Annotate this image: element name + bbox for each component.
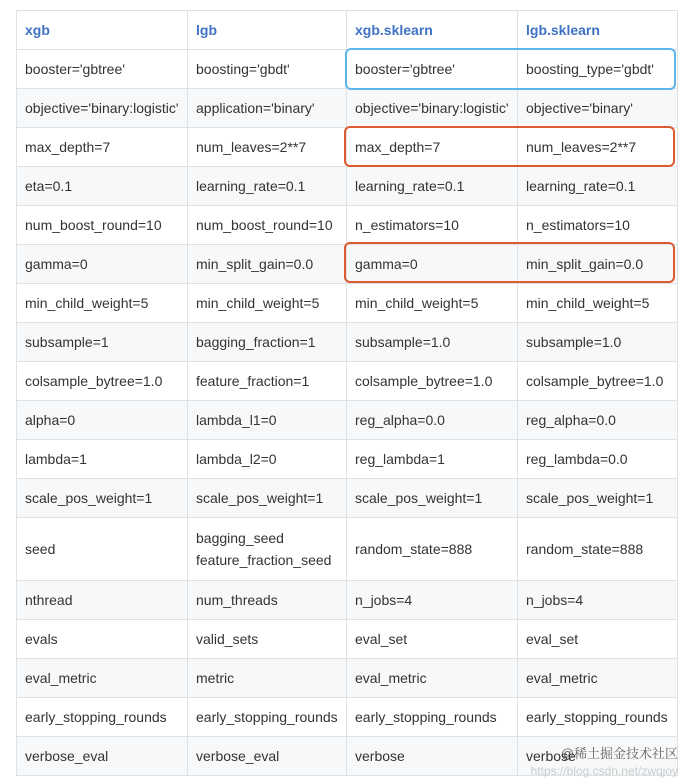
table-row xyxy=(17,659,678,698)
table-cell-xgb-sklearn: subsample=1.0 xyxy=(347,323,518,362)
table-cell-lgb-sklearn: eval_set xyxy=(518,620,678,659)
table-cell-xgb-sklearn: n_estimators=10 xyxy=(347,206,518,245)
table-cell-lgb: early_stopping_rounds xyxy=(188,698,347,737)
header-row xyxy=(17,11,678,50)
table-row xyxy=(17,167,678,206)
table-cell-lgb-sklearn: reg_alpha=0.0 xyxy=(518,401,678,440)
table-cell-lgb-sklearn: scale_pos_weight=1 xyxy=(518,479,678,518)
table-cell-lgb: lambda_l2=0 xyxy=(188,440,347,479)
table-row xyxy=(17,440,678,479)
table-cell-xgb: nthread xyxy=(17,581,188,620)
table-cell-lgb-sklearn: min_child_weight=5 xyxy=(518,284,678,323)
table-body xyxy=(17,50,678,776)
table-cell-xgb-sklearn: verbose xyxy=(347,737,518,776)
table-row xyxy=(17,245,678,284)
table-cell-xgb: lambda=1 xyxy=(17,440,188,479)
table-cell-xgb-sklearn: early_stopping_rounds xyxy=(347,698,518,737)
table-cell-lgb: verbose_eval xyxy=(188,737,347,776)
table-row xyxy=(17,89,678,128)
table-cell-lgb: feature_fraction=1 xyxy=(188,362,347,401)
table-cell-lgb: valid_sets xyxy=(188,620,347,659)
table-cell-xgb-sklearn: max_depth=7 xyxy=(347,128,518,167)
table-cell-lgb: boosting='gbdt' xyxy=(188,50,347,89)
table-cell-lgb: scale_pos_weight=1 xyxy=(188,479,347,518)
table-cell-line: bagging_seed xyxy=(196,530,284,546)
table-cell-xgb-sklearn: learning_rate=0.1 xyxy=(347,167,518,206)
table-cell-lgb-sklearn: verbose xyxy=(518,737,678,776)
table-cell-xgb: gamma=0 xyxy=(17,245,188,284)
table-cell-lgb xyxy=(188,518,347,581)
table-cell-xgb: min_child_weight=5 xyxy=(17,284,188,323)
table-cell-lgb-sklearn: min_split_gain=0.0 xyxy=(518,245,678,284)
table-cell-xgb: eval_metric xyxy=(17,659,188,698)
table-cell-lgb-sklearn: learning_rate=0.1 xyxy=(518,167,678,206)
table-cell-lgb-sklearn: n_estimators=10 xyxy=(518,206,678,245)
table-row xyxy=(17,362,678,401)
table-cell-xgb-sklearn: objective='binary:logistic' xyxy=(347,89,518,128)
table-cell-xgb-sklearn: reg_alpha=0.0 xyxy=(347,401,518,440)
header-cell-lgb-sklearn: lgb.sklearn xyxy=(518,11,678,50)
table-cell-lgb-sklearn: num_leaves=2**7 xyxy=(518,128,678,167)
params-comparison-table xyxy=(16,10,678,776)
table-row xyxy=(17,581,678,620)
table-cell-xgb-sklearn: scale_pos_weight=1 xyxy=(347,479,518,518)
table-row xyxy=(17,128,678,167)
table-cell-lgb-sklearn: objective='binary' xyxy=(518,89,678,128)
table-cell-xgb: eta=0.1 xyxy=(17,167,188,206)
table-cell-lgb: application='binary' xyxy=(188,89,347,128)
header-cell-xgb: xgb xyxy=(17,11,188,50)
table-cell-lgb: min_split_gain=0.0 xyxy=(188,245,347,284)
table-cell-xgb-sklearn: random_state=888 xyxy=(347,518,518,581)
table-cell-xgb: booster='gbtree' xyxy=(17,50,188,89)
table-cell-xgb: subsample=1 xyxy=(17,323,188,362)
table-row xyxy=(17,698,678,737)
table-cell-xgb: alpha=0 xyxy=(17,401,188,440)
table-cell-xgb: verbose_eval xyxy=(17,737,188,776)
table-cell-lgb: lambda_l1=0 xyxy=(188,401,347,440)
table-row xyxy=(17,518,678,581)
table-cell-xgb-sklearn: colsample_bytree=1.0 xyxy=(347,362,518,401)
table-cell-lgb-sklearn: boosting_type='gbdt' xyxy=(518,50,678,89)
table-cell-xgb: seed xyxy=(17,518,188,581)
table-cell-lgb-sklearn: reg_lambda=0.0 xyxy=(518,440,678,479)
table-row xyxy=(17,284,678,323)
table-cell-lgb-sklearn: early_stopping_rounds xyxy=(518,698,678,737)
watermark-url: https://blog.csdn.net/zwqjoy xyxy=(530,764,678,778)
watermark-text: @稀土掘金技术社区 xyxy=(560,746,678,761)
table-row xyxy=(17,401,678,440)
table-cell-xgb-sklearn: gamma=0 xyxy=(347,245,518,284)
header-cell-lgb: lgb xyxy=(188,11,347,50)
table-cell-xgb: evals xyxy=(17,620,188,659)
table-cell-xgb-sklearn: n_jobs=4 xyxy=(347,581,518,620)
table-cell-lgb: num_boost_round=10 xyxy=(188,206,347,245)
table-cell-xgb: early_stopping_rounds xyxy=(17,698,188,737)
table-cell-lgb-sklearn: n_jobs=4 xyxy=(518,581,678,620)
table-cell-lgb-sklearn: colsample_bytree=1.0 xyxy=(518,362,678,401)
table-row xyxy=(17,206,678,245)
table-cell-lgb-sklearn: subsample=1.0 xyxy=(518,323,678,362)
table-cell-xgb: max_depth=7 xyxy=(17,128,188,167)
table-cell-lgb-sklearn: eval_metric xyxy=(518,659,678,698)
header-cell-xgb-sklearn: xgb.sklearn xyxy=(347,11,518,50)
table-cell-xgb-sklearn: booster='gbtree' xyxy=(347,50,518,89)
table-cell-xgb: objective='binary:logistic' xyxy=(17,89,188,128)
table-row xyxy=(17,620,678,659)
table-cell-xgb: colsample_bytree=1.0 xyxy=(17,362,188,401)
table-cell-xgb-sklearn: min_child_weight=5 xyxy=(347,284,518,323)
table-cell-xgb-sklearn: reg_lambda=1 xyxy=(347,440,518,479)
table-cell-xgb-sklearn: eval_metric xyxy=(347,659,518,698)
table-row xyxy=(17,323,678,362)
table-cell-lgb: min_child_weight=5 xyxy=(188,284,347,323)
table-cell-lgb: metric xyxy=(188,659,347,698)
table-row xyxy=(17,479,678,518)
table-cell-lgb: num_threads xyxy=(188,581,347,620)
table-cell-lgb-sklearn: random_state=888 xyxy=(518,518,678,581)
table-cell-lgb: bagging_fraction=1 xyxy=(188,323,347,362)
table-cell-xgb: num_boost_round=10 xyxy=(17,206,188,245)
table-cell-xgb: scale_pos_weight=1 xyxy=(17,479,188,518)
table-row xyxy=(17,50,678,89)
table-cell-xgb-sklearn: eval_set xyxy=(347,620,518,659)
table-cell-lgb: learning_rate=0.1 xyxy=(188,167,347,206)
table-cell-line: feature_fraction_seed xyxy=(196,552,332,568)
table-cell-lgb: num_leaves=2**7 xyxy=(188,128,347,167)
